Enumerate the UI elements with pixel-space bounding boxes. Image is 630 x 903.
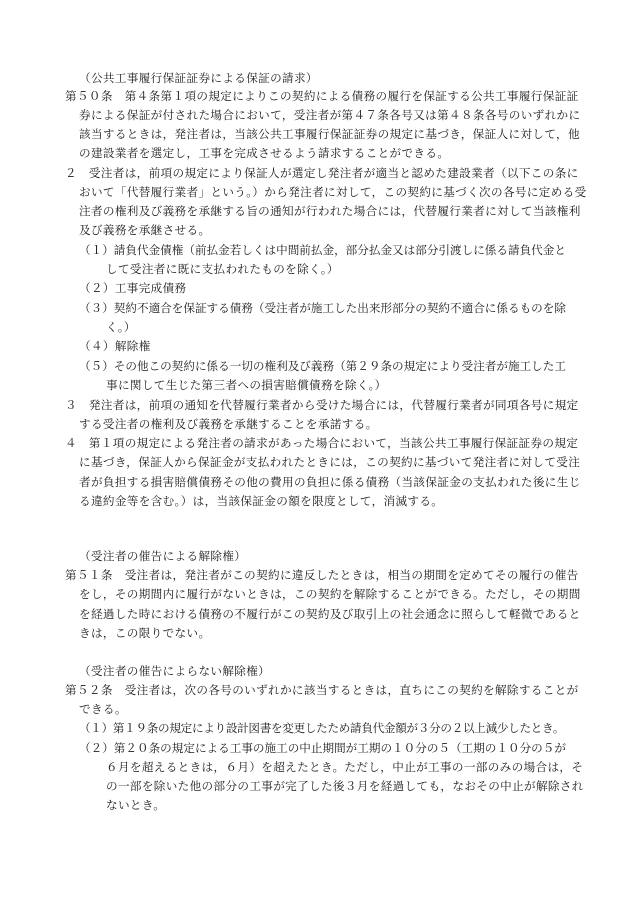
article-51-para-line: 第５１条 受注者は，発注者がこの契約に違反したときは，相当の期間を定めてその履行の催告 [65, 568, 579, 582]
article-50-para-1-line: の建設業者を選定し，工事を完成させるよう請求することができる。 [79, 146, 450, 160]
article-50-para-2-line: 注者の権利及び義務を承継する旨の通知が行われた場合には，代替履行業者に対して当該権利 [79, 204, 581, 218]
article-50-caption: （公共工事履行保証証券による保証の請求） [79, 71, 318, 85]
article-50-item-3-cont: く。） [106, 320, 136, 334]
article-50-item-3: （３）契約不適合を保証する債務（受注者が施工した出来形部分の契約不適合に係るものを除 [79, 301, 566, 315]
article-51-para-line: をし，その期間内に履行がないときは，この契約を解除することができる。ただし，その期間 [79, 587, 581, 601]
article-51-caption: （受注者の催告による解除権） [79, 549, 247, 563]
article-52-caption: （受注者の催告によらない解除権） [79, 664, 271, 678]
article-50-para-4-line: る違約金等を含む。）は，当該保証金の額を限度として，消滅する。 [79, 494, 444, 508]
article-50-para-1-line: 該当するときは，発注者は，当該公共工事履行保証証券の規定に基づき，保証人に対して，他 [79, 127, 580, 141]
article-52-para-line: できる。 [79, 702, 127, 716]
article-52-item-1: （１）第１９条の規定により設計図書を変更したため請負代金額が３分の２以上減少したとき。 [79, 721, 565, 735]
article-50-para-1-line: 第５０条 第４条第１項の規定によりこの契約による債務の履行を保証する公共工事履行保証証 [65, 89, 579, 103]
article-52-item-2-cont: ないとき。 [106, 798, 166, 812]
article-50-item-1-cont: して受注者に既に支払われたものを除く。） [106, 262, 339, 276]
article-50-para-4-line: 者が負担する損害賠償債務その他の費用の負担に係る債務（当該保証金の支払われた後に生じ [79, 475, 581, 489]
article-50-item-5-cont: 事に関して生じた第三者への損害賠償債務を除く。） [106, 378, 387, 392]
article-50-item-5: （５）その他この契約に係る一切の権利及び義務（第２９条の規定により受注者が施工した工 [79, 359, 566, 373]
article-52-item-2-cont: の一部を除いた他の部分の工事が完了した後３月を経過しても，なおその中止が解除され [106, 779, 584, 793]
article-50-item-4: （４）解除権 [79, 339, 151, 353]
article-52-item-2-cont: ６月を超えるときは，６月）を超えたとき。ただし，中止が工事の一部のみの場合は，そ [106, 760, 584, 774]
article-51-para-line: きは，この限りでない。 [79, 626, 211, 640]
article-50-item-2: （２）工事完成債務 [79, 281, 187, 295]
article-50-para-3-line: する受注者の権利及び義務を承継することを承諾する。 [79, 417, 378, 431]
article-50-para-2-line: ２ 受注者は，前項の規定により保証人が選定し発注者が適当と認めた建設業者（以下この条に [65, 166, 579, 180]
article-52-item-2: （２）第２０条の規定による工事の施工の中止期間が工期の１０分の５（工期の１０分の５が [79, 741, 566, 755]
article-50-para-2-line: おいて「代替履行業者」という。）から発注者に対して，この契約に基づく次の各号に定める受 [79, 185, 587, 199]
article-50-para-4-line: に基づき，保証人から保証金が支払われたときには，この契約に基づいて発注者に対して受注 [79, 455, 581, 469]
article-50-para-1-line: 券による保証が付された場合において，受注者が第４７条各号又は第４８条各号のいずれかに [79, 108, 581, 122]
article-50-para-3-line: ３ 発注者は，前項の通知を代替履行業者から受けた場合には，代替履行業者が同項各号に規定 [65, 398, 579, 412]
article-50-para-2-line: 及び義務を承継させる。 [79, 223, 211, 237]
article-50-para-4-line: ４ 第１項の規定による発注者の請求があった場合において，当該公共工事履行保証証券の規定 [65, 436, 579, 450]
article-50-item-1: （１）請負代金債権（前払金若しくは中間前払金，部分払金又は部分引渡しに係る請負代金と [79, 243, 566, 257]
article-52-para-line: 第５２条 受注者は，次の各号のいずれかに該当するときは，直ちにこの契約を解除することが [65, 683, 579, 697]
article-51-para-line: を経過した時における債務の不履行がこの契約及び取引上の社会通念に照らして軽微であると [79, 607, 581, 621]
